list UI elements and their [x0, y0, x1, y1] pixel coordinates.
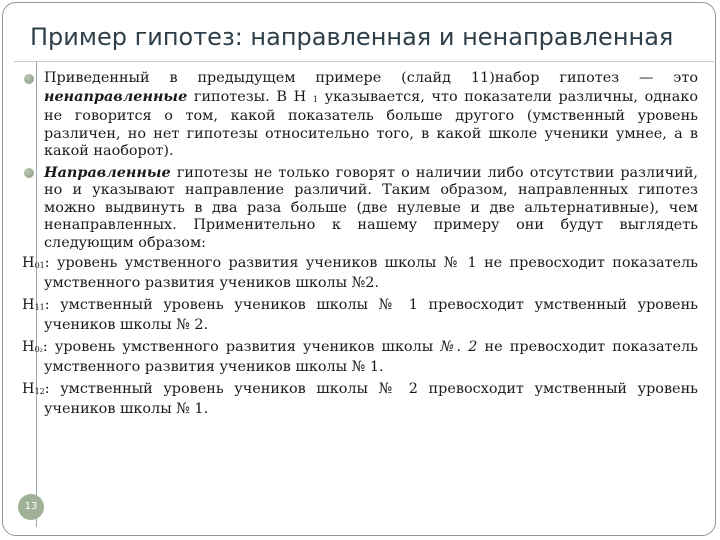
colon: : [42, 339, 48, 355]
bullet-icon [24, 74, 34, 84]
subscript: 0₂ [34, 345, 43, 354]
title-divider [14, 61, 714, 62]
bullet-text: гипотезы. В Н [187, 88, 313, 105]
colon: : [44, 255, 50, 271]
bullet-paragraph-directional [22, 164, 698, 253]
emphasis-directional: Направленные [44, 163, 171, 181]
hypothesis-h12 [22, 381, 698, 418]
subscript: 01 [34, 261, 45, 270]
italic-school-number: №. 2 [440, 339, 478, 355]
bullet-icon [24, 168, 34, 178]
bullet-paragraph-nondirectional [22, 70, 698, 161]
hypothesis-label: Н [22, 339, 35, 355]
subscript: 11 [34, 303, 45, 312]
subscript: 1 [312, 94, 318, 104]
hypothesis-h02 [22, 339, 698, 376]
hypothesis-text: не превосходит показатель умственного развития учеников школы № 1. [44, 339, 698, 375]
slide-body [22, 70, 698, 418]
hypothesis-h11 [22, 297, 698, 334]
hypothesis-label: Н [22, 255, 35, 271]
hypothesis-text: уровень умственного развития учеников школы [47, 339, 441, 355]
hypothesis-label: Н [22, 381, 35, 397]
hypothesis-h01 [22, 255, 698, 292]
bullet-text: указывается, что показатели различны, однако не говорится о том, какой показатель больше другого (умственный уровень различен, но нет гипотезы относительно того, в какой школе ученики умнее, а в какой наоборот). [44, 88, 698, 159]
hypothesis-text: умственный уровень учеников школы № 1 превосходит умственный уровень учеников школы № 2. [44, 297, 698, 333]
colon: : [44, 381, 50, 397]
hypothesis-text: уровень умственного развития учеников школы № 1 не превосходит показатель умственного развития учеников школы №2. [44, 255, 698, 291]
slide-title: Пример гипотез: направленная и ненаправленная [30, 23, 674, 51]
slide-number-badge: 13 [18, 494, 44, 520]
emphasis-nondirectional: ненаправленные [44, 87, 188, 105]
subscript: 12 [34, 387, 45, 396]
bullet-text: гипотезы не только говорят о наличии либо отсутствии различий, но и указывают направление различий. Таким образом, направленных гипотез можно выдвинуть в два раза больше (две нулевые и две альтернативные), чем ненаправленных. Применительно к нашему примеру они будут выглядеть следующим образом: [44, 164, 698, 251]
hypothesis-text: умственный уровень учеников школы № 2 превосходит умственный уровень учеников школы № 1. [44, 381, 698, 417]
bullet-text: Приведенный в предыдущем примере (слайд 11)набор гипотез — это [44, 70, 698, 86]
hypothesis-label: Н [22, 297, 35, 313]
colon: : [44, 297, 50, 313]
